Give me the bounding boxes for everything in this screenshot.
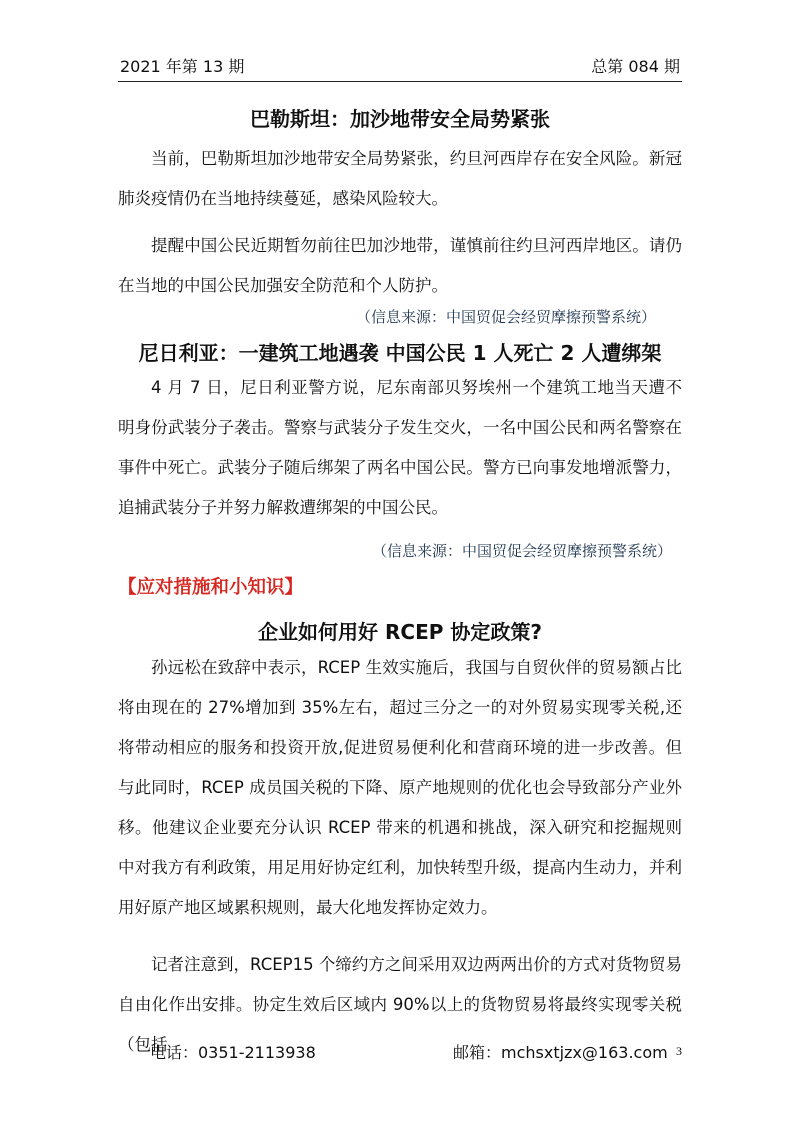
total-issue-number: 总第 084 期 [591, 57, 680, 76]
article-title-palestine: 巴勒斯坦：加沙地带安全局势紧张 [250, 107, 550, 131]
footer-email: 邮箱：mchsxtjzx@163.com [453, 1043, 668, 1062]
article-source: （信息来源：中国贸促会经贸摩擦预警系统） [356, 308, 657, 326]
footer-phone: 电话：0351-2113938 [150, 1043, 316, 1062]
article-title-nigeria: 尼日利亚：一建筑工地遇袭 中国公民 1 人死亡 2 人遭绑架 [138, 341, 662, 365]
issue-number: 2021 年第 13 期 [120, 57, 245, 76]
feature-title: 企业如何用好 RCEP 协定政策? [258, 620, 542, 644]
article-paragraph: 当前，巴勒斯坦加沙地带安全局势紧张，约旦河西岸存在安全风险。新冠肺炎疫情仍在当地持续蔓延，感染风险较大。 [118, 149, 682, 208]
article-source: （信息来源：中国贸促会经贸摩擦预警系统） [372, 542, 673, 560]
section-heading: 【应对措施和小知识】 [118, 577, 304, 598]
page-number: 3 [676, 1044, 682, 1058]
article-paragraph: 4 月 7 日，尼日利亚警方说，尼东南部贝努埃州一个建筑工地当天遭不明身份武装分子袭击。警察与武装分子发生交火，一名中国公民和两名警察在事件中死亡。武装分子随后绑架了两名中国公民。警方已向事发地增派警力，追捕武装分子并努力解救遭绑架的中国公民。 [118, 378, 682, 517]
feature-paragraph: 孙远松在致辞中表示，RCEP 生效实施后，我国与自贸伙伴的贸易额占比将由现在的 27%增加到 35%左右，超过三分之一的对外贸易实现零关税,还将带动相应的服务和投资开放,促进贸易便利化和营商环境的进一步改善。但与此同时，RCEP 成员国关税的下降、原产地规则的优化也会导致部分产业外移。他建议企业要充分认识 RCEP 带来的机遇和挑战，深入研究和挖掘规则中对我方有利政策，用足用好协定红利，加快转型升级，提高内生动力，并利用好原产地区域累积规则，最大化地发挥协定效力。 [118, 658, 682, 917]
feature-paragraph: 记者注意到，RCEP15 个缔约方之间采用双边两两出价的方式对货物贸易自由化作出安排。协定生效后区域内 90%以上的货物贸易将最终实现零关税（包括 [118, 955, 682, 1054]
header-divider [118, 81, 682, 82]
article-paragraph: 提醒中国公民近期暂勿前往巴加沙地带，谨慎前往约旦河西岸地区。请仍在当地的中国公民加强安全防范和个人防护。 [118, 236, 682, 295]
